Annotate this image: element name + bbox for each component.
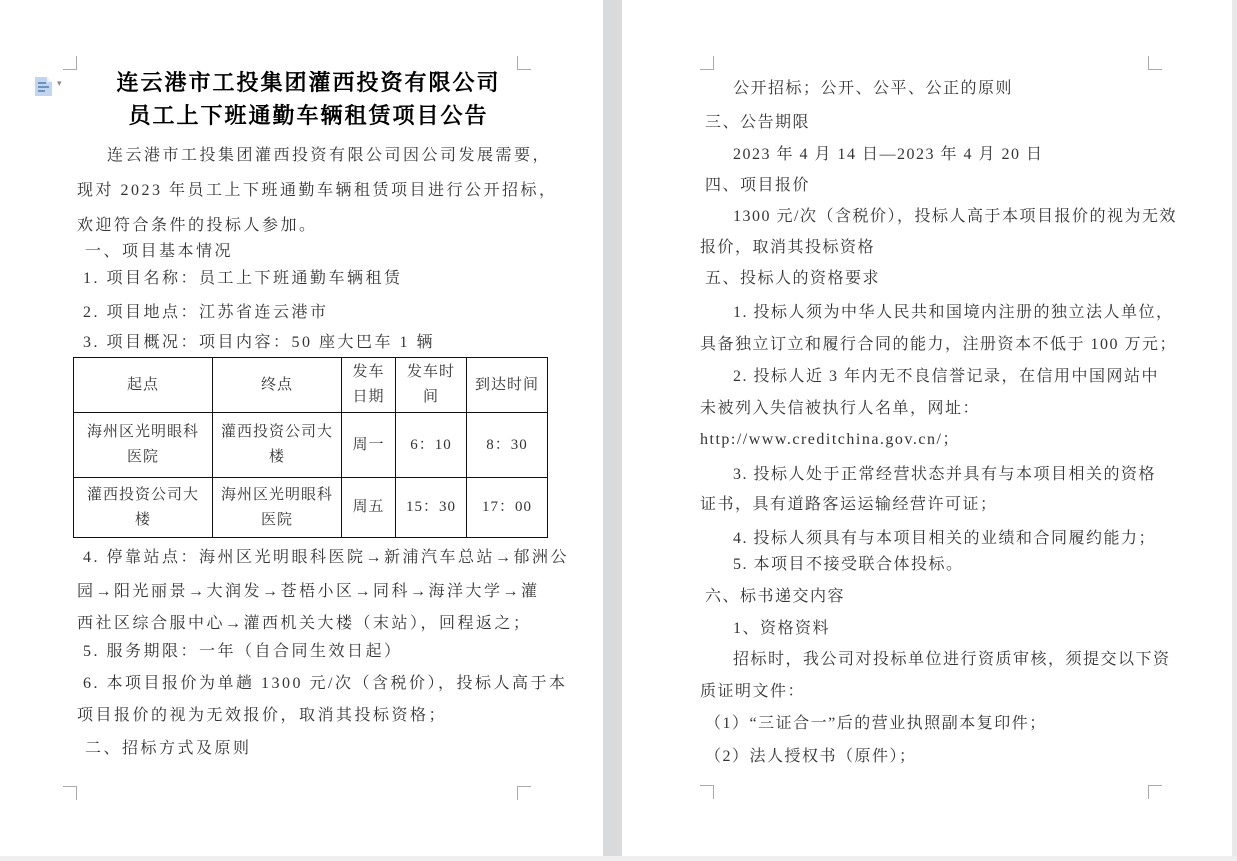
section-heading[interactable]: 三、公告期限: [705, 114, 811, 131]
text-line[interactable]: 4. 停靠站点：海州区光明眼科医院→新浦汽车总站→郁洲公: [83, 549, 570, 566]
clipboard-icon: [35, 77, 52, 96]
dropdown-arrow-icon: ▾: [57, 79, 62, 89]
text-line[interactable]: 5. 本项目不接受联合体投标。: [733, 556, 964, 573]
table-header-cell[interactable]: 发车日期: [342, 358, 396, 413]
hyperlink-text[interactable]: http://www.creditchina.gov.cn/；: [700, 431, 960, 448]
text-line[interactable]: 园→阳光丽景→大润发→苍梧小区→同科→海洋大学→灌: [77, 583, 540, 600]
table-cell[interactable]: 周五: [342, 478, 396, 538]
text-line[interactable]: 3. 投标人处于正常经营状态并具有与本项目相关的资格: [733, 466, 1157, 483]
text-line[interactable]: 2. 项目地点：江苏省连云港市: [83, 304, 329, 321]
doc-title-line-2[interactable]: 员工上下班通勤车辆租赁项目公告: [128, 103, 489, 128]
paste-options-button[interactable]: [33, 75, 65, 99]
text-line[interactable]: 1. 投标人须为中华人民共和国境内注册的独立法人单位，: [733, 304, 1174, 321]
doc-title-line-1[interactable]: 连云港市工投集团灌西投资有限公司: [116, 70, 501, 95]
text-line[interactable]: （1）“三证合一”后的营业执照副本复印件；: [705, 715, 1047, 732]
table-cell[interactable]: 灌西投资公司大楼: [213, 413, 342, 478]
text-line[interactable]: 5. 服务期限：一年（自合同生效日起）: [83, 643, 403, 660]
table-cell[interactable]: 8：30: [467, 413, 548, 478]
text-line[interactable]: 1300 元/次（含税价），投标人高于本项目报价的视为无效: [733, 208, 1177, 225]
section-heading[interactable]: 二、招标方式及原则: [85, 740, 252, 757]
text-line[interactable]: 未被列入失信被执行人名单，网址：: [700, 400, 981, 417]
table-header-cell[interactable]: 起点: [74, 358, 213, 413]
crop-mark-top-right: [1148, 56, 1162, 70]
table-header-cell[interactable]: 到达时间: [467, 358, 548, 413]
text-line[interactable]: 质证明文件：: [700, 683, 806, 700]
section-heading[interactable]: 一、项目基本情况: [85, 243, 234, 260]
crop-mark-bottom-right: [517, 786, 531, 800]
text-line[interactable]: 西社区综合服中心→灌西机关大楼（末站），回程返之；: [77, 615, 532, 632]
page-gap: [603, 0, 622, 861]
text-line[interactable]: 1、资格资料: [733, 620, 831, 637]
section-heading[interactable]: 五、投标人的资格要求: [705, 270, 881, 287]
crop-mark-top-left: [700, 56, 714, 70]
table-cell[interactable]: 6：10: [396, 413, 467, 478]
document-page-1[interactable]: [0, 0, 603, 856]
table-cell[interactable]: 17：00: [467, 478, 548, 538]
text-line[interactable]: 招标时，我公司对投标单位进行资质审核，须提交以下资: [733, 651, 1171, 668]
text-line[interactable]: 欢迎符合条件的投标人参加。: [77, 217, 318, 234]
text-line[interactable]: 公开招标；公开、公平、公正的原则: [733, 80, 1014, 97]
canvas-bottom-edge: [0, 856, 1237, 861]
text-line[interactable]: 报价，取消其投标资格: [700, 239, 876, 256]
text-line[interactable]: 证书，具有道路客运运输经营许可证；: [700, 496, 998, 513]
crop-mark-bottom-left: [700, 785, 714, 799]
table-header-cell[interactable]: 发车时间: [396, 358, 467, 413]
text-line[interactable]: 6. 本项目报价为单趟 1300 元/次（含税价），投标人高于本: [83, 675, 568, 692]
section-heading[interactable]: 四、项目报价: [705, 177, 811, 194]
text-line[interactable]: （2）法人授权书（原件）；: [705, 748, 917, 765]
text-line[interactable]: 现对 2023 年员工上下班通勤车辆租赁项目进行公开招标，: [77, 182, 558, 199]
table-cell[interactable]: 灌西投资公司大楼: [74, 478, 213, 538]
table-cell[interactable]: 海州区光明眼科医院: [74, 413, 213, 478]
crop-mark-bottom-right: [1148, 785, 1162, 799]
page-fold: [47, 77, 52, 82]
crop-mark-top-left: [63, 56, 77, 70]
section-heading[interactable]: 六、标书递交内容: [705, 588, 846, 605]
table-cell[interactable]: 15：30: [396, 478, 467, 538]
text-line[interactable]: 2023 年 4 月 14 日—2023 年 4 月 20 日: [733, 146, 1044, 163]
crop-mark-bottom-left: [63, 786, 77, 800]
text-line[interactable]: 连云港市工投集团灌西投资有限公司因公司发展需要，: [107, 147, 552, 164]
text-line[interactable]: 4. 投标人须具有与本项目相关的业绩和合同履约能力；: [733, 530, 1157, 547]
text-line[interactable]: 1. 项目名称：员工上下班通勤车辆租赁: [83, 270, 403, 287]
table-cell[interactable]: 海州区光明眼科医院: [213, 478, 342, 538]
table-header-cell[interactable]: 终点: [213, 358, 342, 413]
bus-schedule-table[interactable]: [73, 357, 548, 538]
text-line[interactable]: 项目报价的视为无效报价，取消其投标资格；: [77, 707, 448, 724]
text-line[interactable]: 3. 项目概况：项目内容：50 座大巴车 1 辆: [83, 334, 436, 351]
crop-mark-top-right: [517, 56, 531, 70]
document-page-2[interactable]: [622, 0, 1232, 856]
table-cell[interactable]: 周一: [342, 413, 396, 478]
text-line[interactable]: 具备独立订立和履行合同的能力，注册资本不低于 100 万元；: [700, 336, 1178, 353]
canvas-right-edge: [1232, 0, 1237, 861]
text-line[interactable]: 2. 投标人近 3 年内无不良信誉记录，在信用中国网站中: [733, 368, 1160, 385]
